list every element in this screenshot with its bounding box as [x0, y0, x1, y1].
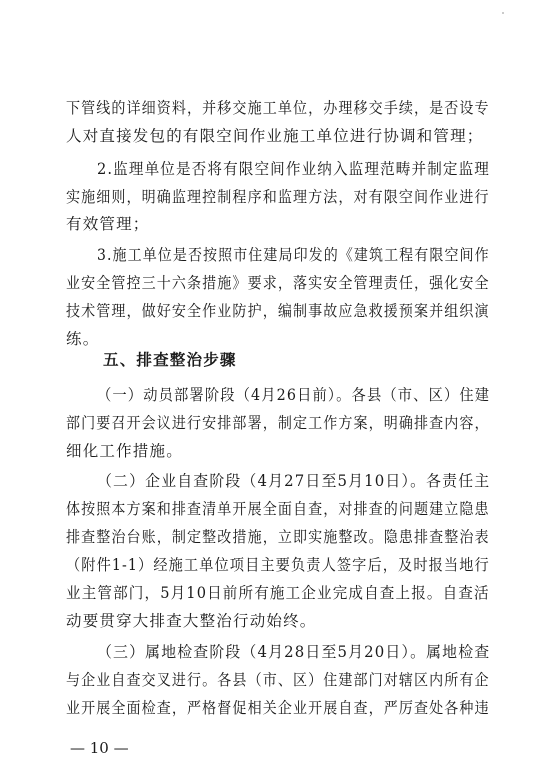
paragraph-line: 实施细则，明确监理控制程序和监理方法，对有限空间作业进行 — [66, 188, 490, 206]
paragraph-line: 有效管理； — [66, 215, 150, 233]
paragraph-line: （二）企业自查阶段（4月27日至5月10日）。各责任主 — [97, 472, 491, 490]
section-heading: 五、排查整治步骤 — [103, 351, 237, 369]
paragraph-line: 3.施工单位是否按照市住建局印发的《建筑工程有限空间作 — [97, 246, 490, 264]
paragraph-line: 人对直接发包的有限空间作业施工单位进行协调和管理； — [66, 127, 484, 145]
paragraph-line: 与企业自查交叉进行。各县（市、区）住建部门对辖区内所有企 — [66, 671, 490, 689]
paragraph-line: 动要贯穿大排查大整治行动始终。 — [66, 612, 317, 630]
paragraph-line: 业主管部门，5月10日前所有施工企业完成自查上报。自查活 — [66, 584, 490, 602]
paragraph-line: 业安全管控三十六条措施》要求，落实安全管理责任，强化安全 — [66, 274, 490, 292]
paragraph-line: 2.监理单位是否将有限空间作业纳入监理范畴并制定监理 — [97, 160, 491, 178]
corner-mark — [502, 12, 504, 14]
paragraph-line: 技术管理，做好安全作业防护，编制事故应急救援预案并组织演 — [66, 302, 490, 320]
paragraph-line: 下管线的详细资料，并移交施工单位，办理移交手续，是否设专 — [66, 99, 490, 117]
paragraph-line: 细化工作措施。 — [66, 442, 183, 460]
paragraph-line: （附件1-1）经施工单位项目主要负责人签字后，及时报当地行 — [66, 556, 490, 574]
paragraph-line: 体按照本方案和排查清单开展全面自查，对排查的问题建立隐患 — [66, 500, 490, 518]
paragraph-line: 练。 — [66, 330, 100, 348]
paragraph-line: 业开展全面检查，严格督促相关企业开展自查，严厉查处各种违 — [66, 699, 490, 717]
paragraph-line: （三）属地检查阶段（4月28日至5月20日）。属地检查 — [97, 643, 491, 661]
page-number: — 10 — — [70, 739, 129, 757]
paragraph-line: 排查整治台账，制定整改措施，立即实施整改。隐患排查整治表 — [66, 528, 490, 546]
paragraph-line: （一）动员部署阶段（4月26日前）。各县（市、区）住建 — [97, 386, 491, 404]
paragraph-line: 部门要召开会议进行安排部署，制定工作方案，明确排查内容， — [66, 414, 490, 432]
